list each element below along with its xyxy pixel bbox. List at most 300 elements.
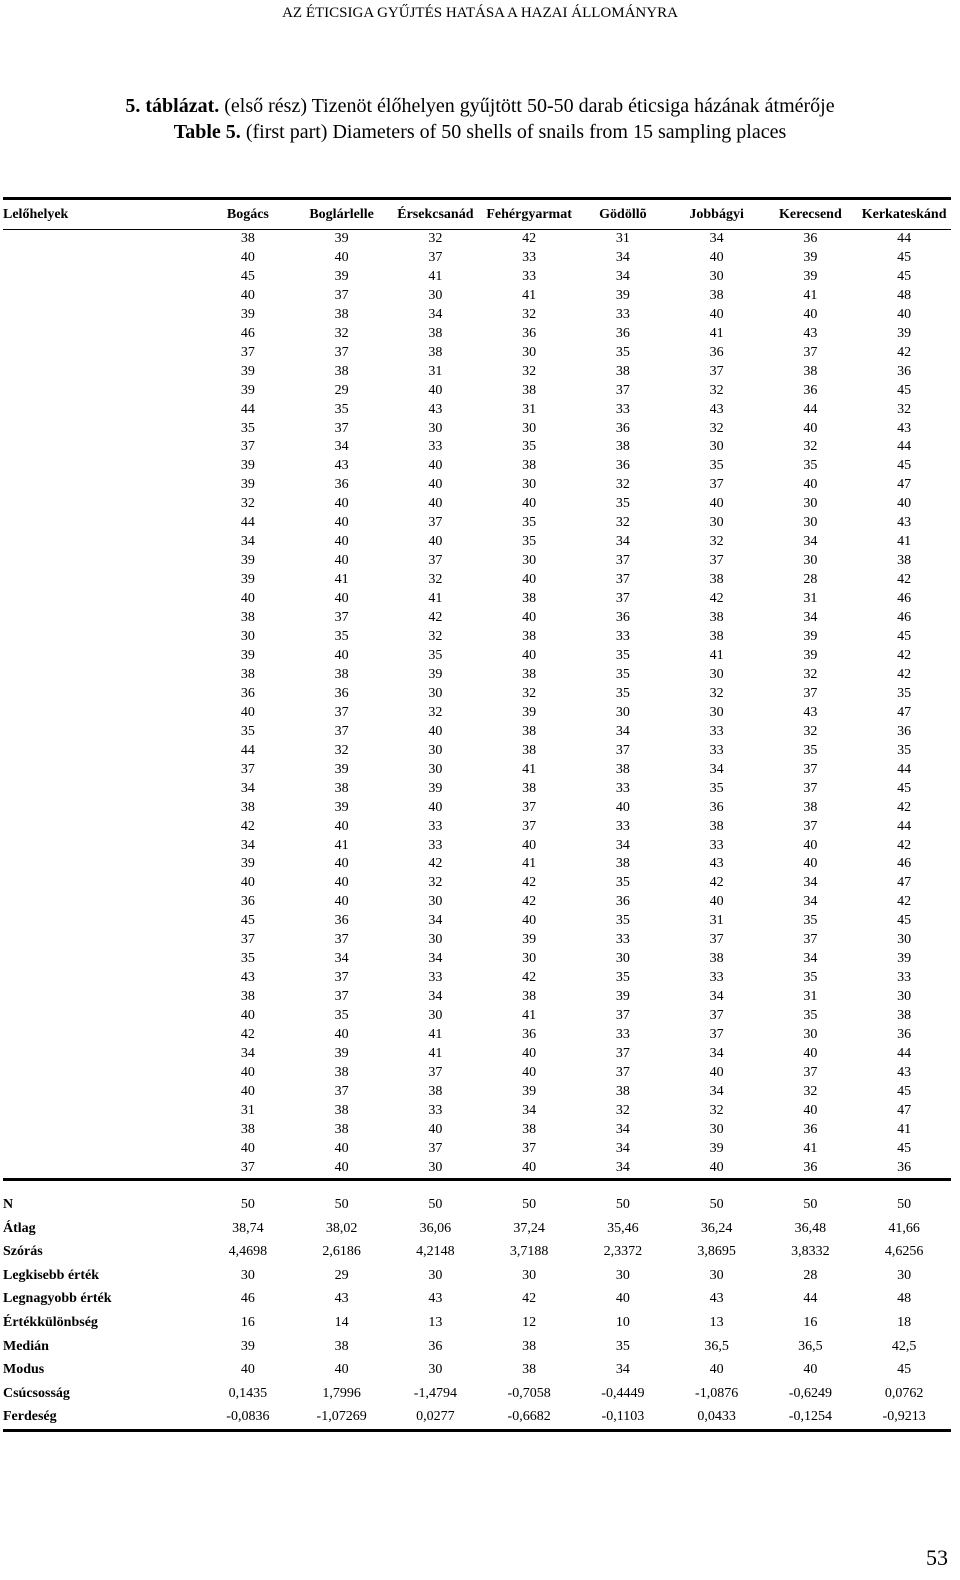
table-cell: 36 — [615, 610, 630, 626]
table-cell: 34 — [709, 761, 724, 777]
stats-cell: 3,8695 — [697, 1244, 736, 1260]
table-cell: 40 — [334, 249, 349, 265]
table-cell: 39 — [240, 572, 255, 588]
table-caption-english — [0, 119, 960, 145]
table-cell: 41 — [897, 1121, 912, 1137]
table-cell: 43 — [803, 325, 818, 341]
table-cell: 42 — [897, 894, 912, 910]
table-cell: 37 — [240, 761, 255, 777]
table-cell: 38 — [709, 629, 724, 645]
table-row — [3, 533, 951, 552]
table-cell: 38 — [334, 1064, 349, 1080]
table-cell: 38 — [803, 363, 818, 379]
stats-cell: 50 — [803, 1197, 818, 1212]
stats-cell: 45 — [897, 1362, 912, 1378]
table-cell: 34 — [428, 913, 443, 929]
row-label-cell — [3, 382, 201, 401]
table-cell: 30 — [428, 1008, 443, 1024]
table-cell: 33 — [428, 970, 443, 986]
table-cell: 42 — [897, 572, 912, 588]
table-cell: 30 — [897, 932, 912, 948]
table-cell: 46 — [240, 325, 255, 341]
table-cell: 40 — [803, 306, 818, 322]
stats-cell: 38 — [522, 1362, 537, 1378]
stats-label: Szórás — [3, 1244, 43, 1260]
table-cell: 36 — [522, 325, 537, 341]
row-label-cell — [3, 476, 201, 495]
table-cell: 40 — [334, 515, 349, 531]
row-label-cell — [3, 837, 201, 856]
table-cell: 38 — [334, 780, 349, 796]
table-cell: 36 — [897, 723, 912, 739]
table-cell: 31 — [428, 363, 443, 379]
table-cell: 38 — [709, 951, 724, 967]
stats-cell: 0,0433 — [670, 1405, 764, 1430]
table-cell: 40 — [240, 249, 255, 265]
stats-label: Modus — [3, 1362, 45, 1378]
table-cell: 37 — [615, 382, 630, 398]
table-cell: 37 — [334, 723, 349, 739]
table-row — [3, 268, 951, 287]
table-cell: 34 — [803, 875, 818, 891]
table-cell: 32 — [803, 439, 818, 455]
table-cell: 33 — [615, 780, 630, 796]
table-cell: 32 — [709, 420, 724, 436]
table-cell: 44 — [240, 742, 255, 758]
stats-cell: 38,02 — [325, 1220, 358, 1236]
table-cell: 40 — [334, 818, 349, 834]
table-row — [3, 931, 951, 950]
table-cell: 40 — [709, 894, 724, 910]
stats-cell: 2,6186 — [322, 1244, 361, 1260]
row-label-cell — [3, 306, 201, 325]
table-cell: 39 — [615, 287, 630, 303]
stats-cell: 10 — [615, 1314, 630, 1330]
stats-cell: 29 — [334, 1267, 349, 1283]
table-cell: 32 — [803, 723, 818, 739]
table-cell: 46 — [897, 856, 912, 872]
stats-cell: 4,2148 — [416, 1244, 455, 1260]
stats-cell: 16 — [803, 1314, 818, 1330]
table-cell: 37 — [709, 363, 724, 379]
table-cell: 36 — [764, 1159, 858, 1179]
table-cell: 35 — [334, 401, 349, 417]
table-cell: 30 — [709, 666, 724, 682]
table-cell: 44 — [897, 818, 912, 834]
table-cell: 43 — [240, 970, 255, 986]
table-cell: 41 — [522, 761, 537, 777]
table-cell: 36 — [803, 1121, 818, 1137]
row-label-cell — [3, 723, 201, 742]
table-cell: 38 — [615, 1083, 630, 1099]
table-cell: 37 — [522, 799, 537, 815]
column-header: Fehérgyarmat — [482, 199, 576, 230]
stats-cell: -0,0836 — [201, 1405, 295, 1430]
table-cell: 42 — [897, 344, 912, 360]
table-cell: 45 — [897, 382, 912, 398]
table-cell: 38 — [334, 1121, 349, 1137]
table-cell: 36 — [522, 1027, 537, 1043]
table-cell: 42 — [240, 1027, 255, 1043]
table-cell: 40 — [522, 610, 537, 626]
table-cell: 40 — [240, 704, 255, 720]
table-cell: 35 — [615, 913, 630, 929]
table-cell: 37 — [334, 610, 349, 626]
table-cell: 37 — [709, 1027, 724, 1043]
row-label-cell — [3, 912, 201, 931]
column-header: Kerecsend — [764, 199, 858, 230]
table-cell: 36 — [803, 382, 818, 398]
stats-cell: 50 — [522, 1197, 537, 1212]
row-label-cell — [3, 571, 201, 590]
table-cell: 37 — [615, 1045, 630, 1061]
table-cell: 39 — [522, 704, 537, 720]
table-cell: 34 — [428, 306, 443, 322]
table-cell: 42 — [428, 610, 443, 626]
table-cell: 32 — [522, 363, 537, 379]
row-label-cell — [3, 325, 201, 344]
table-cell: 30 — [803, 496, 818, 512]
table-cell: 32 — [428, 572, 443, 588]
row-label-cell — [3, 438, 201, 457]
row-label-cell — [3, 287, 201, 306]
table-cell: 36 — [615, 458, 630, 474]
table-row — [3, 382, 951, 401]
row-label-cell — [3, 874, 201, 893]
table-cell: 40 — [522, 647, 537, 663]
table-cell: 41 — [522, 856, 537, 872]
table-cell: 28 — [803, 572, 818, 588]
table-cell: 32 — [522, 306, 537, 322]
row-label-cell — [3, 704, 201, 723]
table-row — [3, 647, 951, 666]
table-cell: 32 — [428, 704, 443, 720]
table-row — [3, 438, 951, 457]
table-cell: 36 — [709, 799, 724, 815]
table-cell: 40 — [803, 477, 818, 493]
table-cell: 34 — [615, 534, 630, 550]
table-cell: 30 — [615, 704, 630, 720]
table-cell: 45 — [897, 780, 912, 796]
table-cell: 33 — [615, 932, 630, 948]
row-label-cell — [3, 1159, 201, 1179]
table-cell: 35 — [522, 439, 537, 455]
table-cell: 39 — [803, 629, 818, 645]
stats-cell: 43 — [428, 1291, 443, 1307]
stats-cell: 36,24 — [700, 1220, 733, 1236]
stats-cell: 30 — [240, 1267, 255, 1283]
table-cell: 34 — [615, 1121, 630, 1137]
stats-cell: 2,3372 — [603, 1244, 643, 1260]
row-label-cell — [3, 1102, 201, 1121]
table-cell: 37 — [803, 761, 818, 777]
table-cell: 42 — [522, 970, 537, 986]
table-cell: 30 — [428, 420, 443, 436]
table-cell: 41 — [522, 287, 537, 303]
stats-cell: -0,1103 — [576, 1405, 670, 1430]
running-head: AZ ÉTICSIGA GYŰJTÉS HATÁSA A HAZAI ÁLLOMÁNYRA — [282, 5, 678, 21]
row-label-cell — [3, 818, 201, 837]
table-cell: 38 — [522, 742, 537, 758]
stats-cell: 40 — [240, 1362, 255, 1378]
table-cell: 32 — [803, 666, 818, 682]
table-row — [3, 780, 951, 799]
table-cell: 34 — [615, 723, 630, 739]
table-cell: 39 — [240, 477, 255, 493]
table-cell: 38 — [240, 610, 255, 626]
table-cell: 30 — [240, 629, 255, 645]
column-header: Lelőhelyek — [3, 199, 201, 230]
stats-row — [3, 1382, 951, 1406]
table-row — [3, 1102, 951, 1121]
row-label-cell — [3, 1045, 201, 1064]
table-cell: 39 — [428, 780, 443, 796]
table-row — [3, 723, 951, 742]
stats-cell: 30 — [897, 1267, 912, 1283]
table-cell: 33 — [522, 249, 537, 265]
table-cell: 37 — [428, 1140, 443, 1156]
table-cell: 40 — [709, 496, 724, 512]
table-cell: 35 — [709, 780, 724, 796]
stats-cell: 36,5 — [798, 1338, 823, 1354]
table-row — [3, 230, 951, 249]
table-cell: 38 — [240, 1121, 255, 1137]
table-cell: 33 — [615, 1027, 630, 1043]
table-cell: 38 — [522, 989, 537, 1005]
stats-cell: -0,4449 — [601, 1385, 645, 1401]
table-cell: 32 — [709, 534, 724, 550]
table-cell: 37 — [334, 420, 349, 436]
table-cell: 36 — [334, 913, 349, 929]
row-label-cell — [3, 893, 201, 912]
table-cell: 40 — [803, 837, 818, 853]
table-cell: 43 — [897, 420, 912, 436]
stats-cell: 0,0762 — [884, 1385, 924, 1401]
table-cell: 33 — [428, 818, 443, 834]
table-cell: 40 — [334, 856, 349, 872]
table-cell: 33 — [615, 629, 630, 645]
table-cell: 35 — [240, 951, 255, 967]
stats-cell: -0,6682 — [482, 1405, 576, 1430]
stats-cell: 37,24 — [513, 1220, 545, 1236]
table-cell: 34 — [615, 837, 630, 853]
table-cell: 40 — [615, 799, 630, 815]
table-cell: 38 — [709, 818, 724, 834]
table-cell: 32 — [334, 742, 349, 758]
stats-cell: 41,66 — [888, 1220, 920, 1236]
table-cell: 32 — [428, 231, 443, 246]
table-cell: 41 — [428, 268, 443, 284]
table-cell: 39 — [240, 458, 255, 474]
stats-cell: 40 — [334, 1362, 349, 1378]
row-label-cell — [3, 950, 201, 969]
table-cell: 37 — [803, 932, 818, 948]
table-cell: 42 — [240, 818, 255, 834]
table-cell: 40 — [334, 647, 349, 663]
table-row — [3, 874, 951, 893]
table-cell: 37 — [615, 1008, 630, 1024]
column-header: Érsekcsanád — [389, 199, 483, 230]
table-cell: 34 — [240, 1045, 255, 1061]
table-cell: 30 — [522, 553, 537, 569]
table-cell: 42 — [428, 856, 443, 872]
stats-cell: 38,74 — [232, 1220, 264, 1236]
table-cell: 35 — [615, 496, 630, 512]
table-cell: 39 — [709, 1140, 724, 1156]
table-cell: 30 — [522, 951, 537, 967]
table-row — [3, 685, 951, 704]
table-cell: 30 — [709, 515, 724, 531]
table-cell: 35 — [615, 647, 630, 663]
table-cell: 40 — [803, 1102, 818, 1118]
table-cell: 37 — [615, 572, 630, 588]
table-cell: 41 — [428, 591, 443, 607]
stats-row — [3, 1335, 951, 1359]
table-cell: 34 — [709, 231, 724, 246]
table-cell: 37 — [615, 1064, 630, 1080]
table-row — [3, 761, 951, 780]
caption-text: (első rész) Tizenöt élőhelyen gyűjtött 50-50 darab éticsiga házának átmérője — [219, 95, 835, 117]
table-cell: 33 — [615, 401, 630, 417]
stats-cell: 38 — [522, 1338, 537, 1354]
table-cell: 44 — [897, 439, 912, 455]
table-cell: 41 — [428, 1045, 443, 1061]
stats-label: Legnagyobb érték — [3, 1291, 112, 1307]
table-cell: 34 — [576, 1159, 670, 1179]
table-cell: 38 — [709, 610, 724, 626]
table-cell: 37 — [803, 780, 818, 796]
stats-cell: 40 — [615, 1291, 630, 1307]
stats-body — [3, 1193, 951, 1430]
stats-cell: 36,48 — [794, 1220, 827, 1236]
row-label-cell — [3, 249, 201, 268]
table-row — [3, 571, 951, 590]
stats-cell: 44 — [803, 1291, 818, 1307]
table-cell: 39 — [334, 799, 349, 815]
table-cell: 32 — [615, 515, 630, 531]
table-cell: 39 — [897, 951, 912, 967]
header-row — [3, 199, 951, 230]
table-cell: 38 — [522, 458, 537, 474]
table-cell: 40 — [670, 1159, 764, 1179]
table-cell: 35 — [522, 515, 537, 531]
table-cell: 39 — [897, 325, 912, 341]
stats-cell: 3,7188 — [509, 1244, 549, 1260]
table-cell: 29 — [334, 382, 349, 398]
table-cell: 33 — [709, 837, 724, 853]
table-cell: 36 — [709, 344, 724, 360]
stats-label: Értékkülönbség — [3, 1314, 98, 1330]
table-cell: 34 — [803, 610, 818, 626]
row-label-cell — [3, 344, 201, 363]
table-cell: 42 — [522, 894, 537, 910]
table-cell: 35 — [897, 742, 912, 758]
table-cell: 30 — [803, 1027, 818, 1043]
table-cell: 41 — [897, 534, 912, 550]
table-cell: 36 — [615, 325, 630, 341]
table-cell: 47 — [897, 1102, 912, 1118]
table-cell: 47 — [897, 875, 912, 891]
table-cell: 30 — [428, 932, 443, 948]
table-row — [3, 514, 951, 533]
table-cell: 40 — [428, 496, 443, 512]
table-cell: 37 — [201, 1159, 295, 1179]
stats-cell: -1,07269 — [295, 1405, 389, 1430]
row-label-cell — [3, 1121, 201, 1140]
table-cell: 38 — [522, 780, 537, 796]
table-cell: 39 — [240, 382, 255, 398]
table-row — [3, 912, 951, 931]
table-cell: 43 — [334, 458, 349, 474]
table-cell: 35 — [803, 458, 818, 474]
table-cell: 40 — [522, 837, 537, 853]
table-row — [3, 363, 951, 382]
table-cell: 37 — [334, 344, 349, 360]
table-row — [3, 1026, 951, 1045]
table-cell: 42 — [897, 837, 912, 853]
stats-cell: 50 — [709, 1197, 724, 1212]
table-row — [3, 476, 951, 495]
table-cell: 43 — [897, 515, 912, 531]
table-row — [3, 893, 951, 912]
stats-cell: 48 — [897, 1291, 912, 1307]
table-cell: 45 — [897, 1083, 912, 1099]
table-cell: 31 — [709, 913, 724, 929]
table-cell: 30 — [709, 704, 724, 720]
table-row — [3, 609, 951, 628]
table-cell: 32 — [240, 496, 255, 512]
stats-cell: 50 — [428, 1197, 443, 1212]
table-cell: 38 — [522, 666, 537, 682]
table-cell: 42 — [522, 231, 537, 246]
table-cell: 43 — [897, 1064, 912, 1080]
table-cell: 30 — [389, 1159, 483, 1179]
row-label-cell — [3, 1026, 201, 1045]
row-label-cell — [3, 552, 201, 571]
stats-cell: 0,0277 — [389, 1405, 483, 1430]
stats-cell: 39 — [240, 1338, 255, 1354]
table-cell: 37 — [615, 591, 630, 607]
table-cell: 40 — [709, 249, 724, 265]
row-label-cell — [3, 1083, 201, 1102]
table-cell: 36 — [615, 894, 630, 910]
table-cell: 31 — [522, 401, 537, 417]
table-cell: 39 — [240, 306, 255, 322]
table-cell: 38 — [240, 989, 255, 1005]
table-cell: 40 — [709, 1064, 724, 1080]
table-cell: 34 — [334, 951, 349, 967]
stats-cell: 4,6256 — [884, 1244, 924, 1260]
row-label-cell — [3, 363, 201, 382]
table-cell: 36 — [857, 1159, 951, 1179]
table-cell: 37 — [522, 1140, 537, 1156]
table-cell: 38 — [615, 363, 630, 379]
table-cell: 36 — [803, 231, 818, 246]
stats-cell: 36,5 — [704, 1338, 729, 1354]
table-cell: 32 — [522, 685, 537, 701]
table-cell: 42 — [897, 666, 912, 682]
stats-cell: 46 — [240, 1291, 255, 1307]
row-label-cell — [3, 1007, 201, 1026]
table-cell: 41 — [334, 837, 349, 853]
table-cell: 39 — [428, 666, 443, 682]
stats-cell: 0,1435 — [228, 1385, 268, 1401]
table-cell: 37 — [709, 1008, 724, 1024]
row-label-cell — [3, 799, 201, 818]
table-cell: 42 — [897, 799, 912, 815]
table-cell: 35 — [240, 723, 255, 739]
table-cell: 34 — [709, 1083, 724, 1099]
